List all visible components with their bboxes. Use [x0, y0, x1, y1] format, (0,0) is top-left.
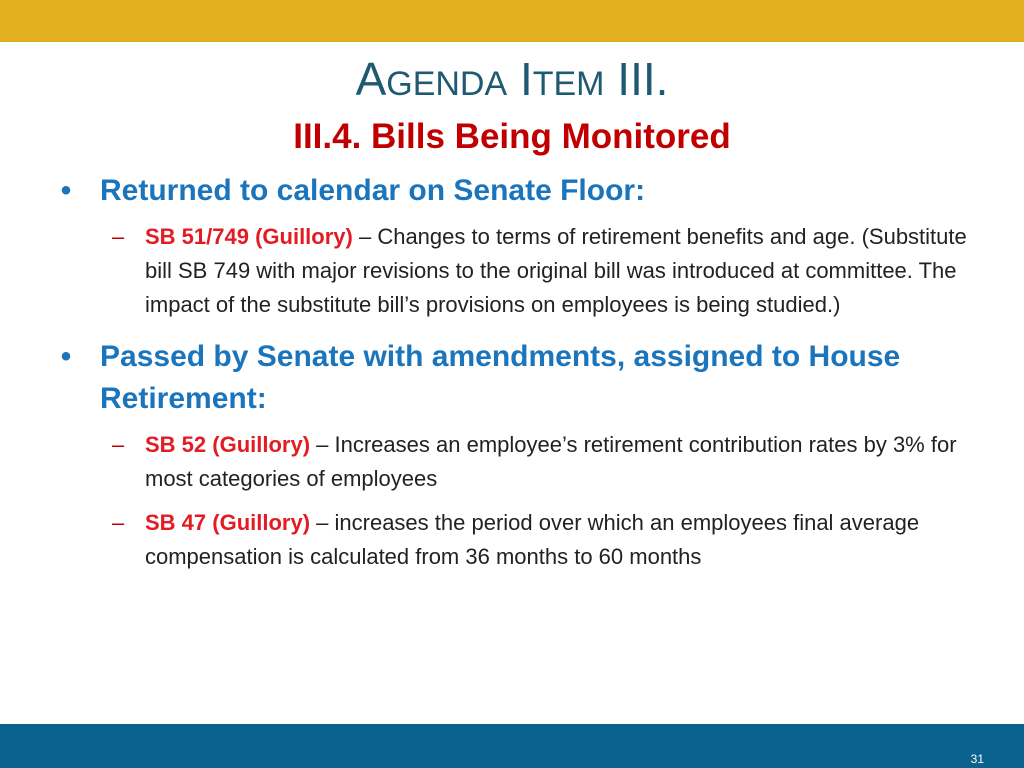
- section-heading: • Returned to calendar on Senate Floor:: [56, 170, 976, 212]
- page-number: 31: [970, 752, 984, 766]
- bill-reference: SB 52 (Guillory): [145, 432, 311, 457]
- bill-description: – Increases an employee’s retirement contribution rates by 3% for most categories of employees: [145, 432, 957, 491]
- bill-item: [56, 428, 976, 496]
- slide-subtitle: III.4. Bills Being Monitored: [293, 117, 731, 156]
- slide-title: AGENDA ITEM III.: [355, 53, 669, 105]
- dash-icon: –: [112, 224, 125, 249]
- bill-item: [56, 220, 976, 322]
- bill-item: [56, 506, 976, 574]
- bullet-icon: •: [60, 340, 72, 373]
- slide-content: [56, 170, 976, 574]
- dash-icon: –: [112, 432, 125, 457]
- bill-reference: SB 47 (Guillory): [145, 510, 311, 535]
- bottom-accent-bar: [0, 724, 1024, 768]
- bullet-icon: •: [60, 174, 72, 207]
- section-heading: • Passed by Senate with amendments, assigned to House Retirement:: [56, 336, 976, 420]
- top-accent-bar: [0, 0, 1024, 42]
- bill-description: – Changes to terms of retirement benefits and age. (Substitute bill SB 749 with major revisions to the original bill was introduced at committee. The impact of the substitute bill’s provisions on employees is being studied.): [145, 224, 967, 317]
- bill-description: – increases the period over which an employees final average compensation is calculated from 36 months to 60 months: [145, 510, 920, 569]
- dash-icon: –: [112, 510, 125, 535]
- bill-reference: SB 51/749 (Guillory): [145, 224, 353, 249]
